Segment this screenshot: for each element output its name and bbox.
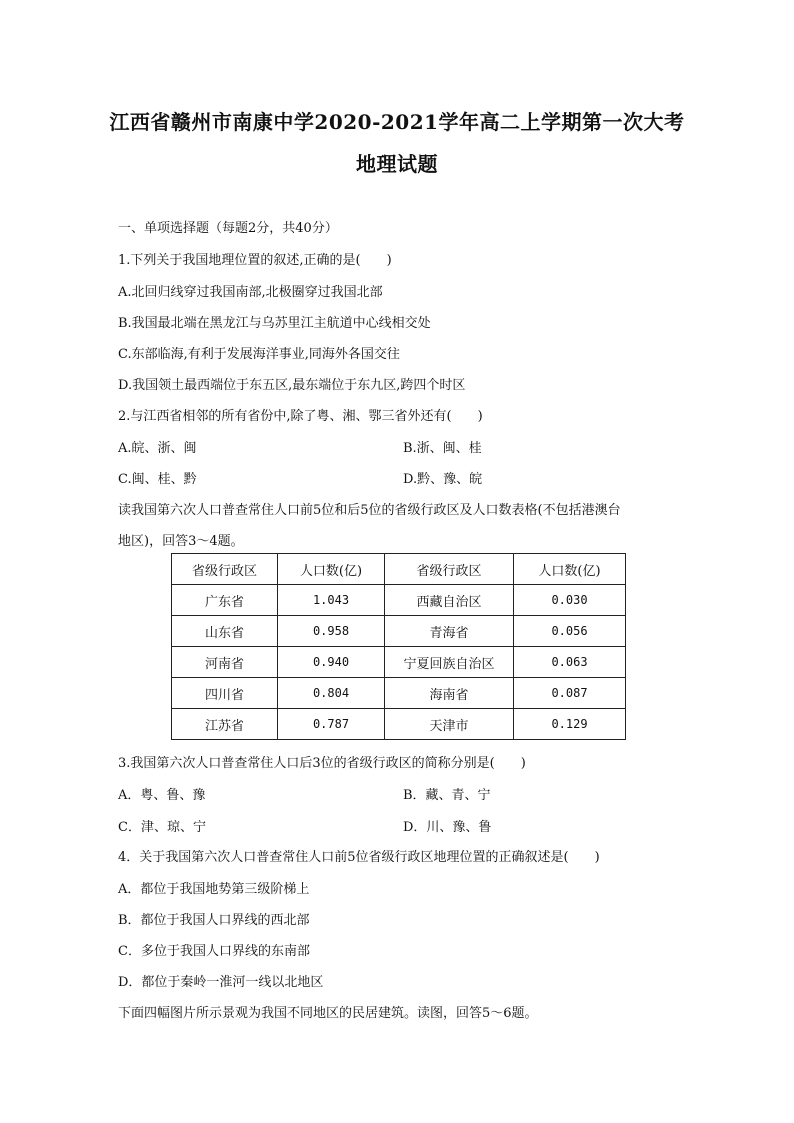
table-cell: 四川省 xyxy=(172,678,278,709)
q4-option-c: C．多位于我国人口界线的东南部 xyxy=(118,944,310,959)
exam-title: 江西省赣州市南康中学2020-2021学年高二上学期第一次大考 xyxy=(109,110,685,134)
table-cell: 0.940 xyxy=(278,647,385,678)
table-row xyxy=(172,616,626,647)
q56-intro: 下面四幅图片所示景观为我国不同地区的民居建筑。读图，回答5～6题。 xyxy=(118,1006,538,1021)
table-cell: 0.958 xyxy=(278,616,385,647)
q3-stem: 3.我国第六次人口普查常住人口后3位的省级行政区的简称分别是( ) xyxy=(118,756,526,771)
table-header-cell: 省级行政区 xyxy=(385,554,514,585)
q2-option-b: B.浙、闽、桂 xyxy=(403,441,482,456)
table-cell: 山东省 xyxy=(172,616,278,647)
table-cell: 0.063 xyxy=(514,647,626,678)
q2-option-a: A.皖、浙、闽 xyxy=(118,441,197,456)
q2-stem: 2.与江西省相邻的所有省份中,除了粤、湘、鄂三省外还有( ) xyxy=(118,409,483,424)
table-row xyxy=(172,709,626,740)
table-header-cell: 省级行政区 xyxy=(172,554,278,585)
table-cell: 江苏省 xyxy=(172,709,278,740)
q4-option-d: D．都位于秦岭一淮河一线以北地区 xyxy=(118,975,324,990)
q4-option-a: A．都位于我国地势第三级阶梯上 xyxy=(118,882,310,897)
q3-option-a: A．粤、鲁、豫 xyxy=(118,788,206,803)
q3-option-c: C．津、琼、宁 xyxy=(118,820,206,835)
table-row xyxy=(172,678,626,709)
q3-option-b: B．藏、青、宁 xyxy=(403,788,491,803)
table-cell: 青海省 xyxy=(385,616,514,647)
table-cell: 1.043 xyxy=(278,585,385,616)
q1-stem: 1.下列关于我国地理位置的叙述,正确的是( ) xyxy=(118,253,392,268)
q4-option-b: B．都位于我国人口界线的西北部 xyxy=(118,913,310,928)
table-header-row xyxy=(172,554,626,585)
table-row xyxy=(172,585,626,616)
table-header-cell: 人口数(亿) xyxy=(278,554,385,585)
q2-option-d: D.黔、豫、皖 xyxy=(403,472,483,487)
q4-stem: 4．关于我国第六次人口普查常住人口前5位省级行政区地理位置的正确叙述是( ) xyxy=(118,850,600,865)
table-cell: 海南省 xyxy=(385,678,514,709)
q1-option-d: D.我国领土最西端位于东五区,最东端位于东九区,跨四个时区 xyxy=(118,378,466,393)
table-cell: 天津市 xyxy=(385,709,514,740)
table-cell: 西藏自治区 xyxy=(385,585,514,616)
table-cell: 宁夏回族自治区 xyxy=(385,647,514,678)
table-header-cell: 人口数(亿) xyxy=(514,554,626,585)
table-cell: 0.030 xyxy=(514,585,626,616)
q34-intro-line1: 读我国第六次人口普查常住人口前5位和后5位的省级行政区及人口数表格(不包括港澳台 xyxy=(118,503,621,518)
q1-option-a: A.北回归线穿过我国南部,北极圈穿过我国北部 xyxy=(118,285,383,300)
table-cell: 0.804 xyxy=(278,678,385,709)
table-cell: 0.129 xyxy=(514,709,626,740)
exam-subtitle: 地理试题 xyxy=(356,152,438,176)
q1-option-c: C.东部临海,有利于发展海洋事业,同海外各国交往 xyxy=(118,347,400,362)
table-cell: 0.087 xyxy=(514,678,626,709)
q2-option-c: C.闽、桂、黔 xyxy=(118,472,197,487)
q3-option-d: D．川、豫、鲁 xyxy=(403,820,492,835)
table-row xyxy=(172,647,626,678)
table-cell: 0.787 xyxy=(278,709,385,740)
q1-option-b: B.我国最北端在黑龙江与乌苏里江主航道中心线相交处 xyxy=(118,316,431,331)
table-cell: 河南省 xyxy=(172,647,278,678)
q34-intro-line2: 地区)，回答3～4题。 xyxy=(118,534,244,549)
section-heading: 一、单项选择题（每题2分，共40分） xyxy=(118,221,338,236)
table-cell: 广东省 xyxy=(172,585,278,616)
table-cell: 0.056 xyxy=(514,616,626,647)
population-table xyxy=(171,553,626,740)
